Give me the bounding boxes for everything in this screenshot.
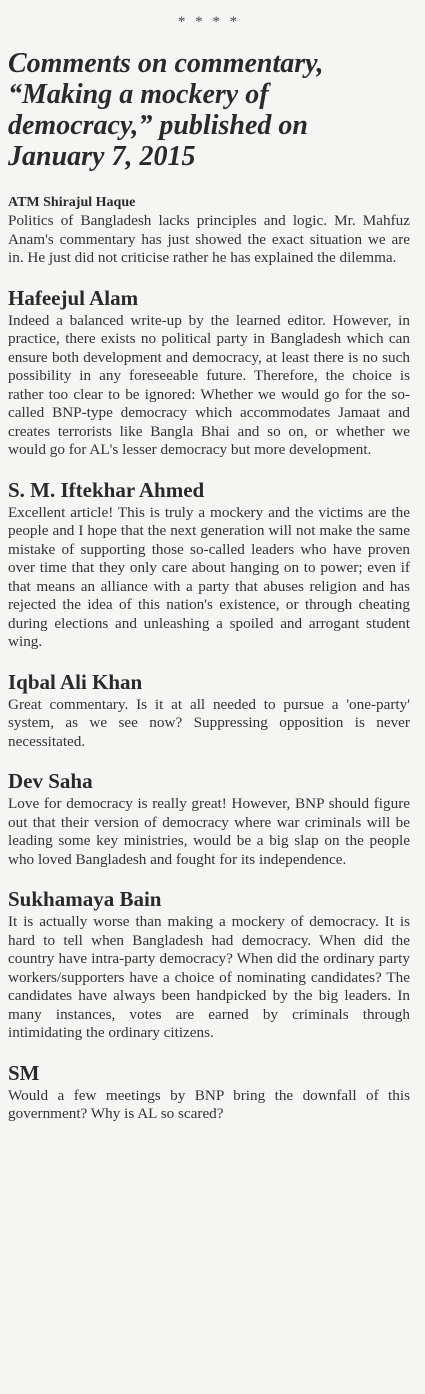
comment-item [8, 1061, 410, 1124]
comment-item [8, 670, 410, 752]
comment-text: Indeed a balanced write-up by the learned editor. However, in practice, there exists no political party in Bangladesh which can ensure both development and democracy, at least there is no such possibility in any foreseeable future. Therefore, the choice is rather too clear to be ignored: Whether we would go for the so-called BNP-type democracy which accommodates Jamaat and creates terrorists like Bangla Bhai and so on, or whether we would go for AL's lesser democracy but more development. [8, 311, 410, 458]
comment-author: Sukhamaya Bain [8, 887, 162, 911]
comment-text: It is actually worse than making a mockery of democracy. It is hard to tell when Bangladesh had democracy. When did the country have intra-party democracy? When did the ordinary party workers/supporters have a choice of nominating candidates? The candidates have always been handpicked by the big leaders. In many instances, votes are earned by criminals through intimidating the ordinary citizens. [8, 913, 410, 1041]
comment-text: Excellent article! This is truly a mockery and the victims are the people and I hope that the next generation will not make the same mistake of supporting those so-called leaders who have proven over time that they only care about hanging on to power; even if that means an alliance with a party that abuses religion and has rejected the idea of this nation's existence, or through cheating during elections and unleashing a spoiled and arrogant student wing. [8, 503, 410, 650]
comment-author: Dev Saha [8, 769, 93, 793]
comment-author: ATM Shirajul Haque [8, 195, 136, 210]
letters-page [0, 14, 425, 1124]
comment-text: Love for democracy is really great! However, BNP should figure out that their version of democracy where war criminals will be leading some key ministries, would be a big slap on the people who loved Bangladesh and fought for its independence. [8, 795, 410, 868]
comment-item [8, 194, 410, 268]
comment-item [8, 887, 410, 1043]
comment-author: Iqbal Ali Khan [8, 669, 143, 694]
comment-author: SM [8, 1060, 40, 1085]
comment-author: Hafeejul Alam [8, 285, 139, 310]
section-separator: * * * * [177, 14, 241, 30]
comment-text: Great commentary. Is it at all needed to pursue a 'one-party' system, as we see now? Suppressing opposition is never necessitated. [8, 695, 410, 750]
page-title: Comments on commentary, “Making a mockery of democracy,” published on January 7, 2015 [8, 48, 324, 172]
comment-text: Politics of Bangladesh lacks principles and logic. Mr. Mahfuz Anam's commentary has just showed the exact situation we are in. He just did not criticise rather he has explained the dilemma. [8, 212, 410, 266]
comment-author: S. M. Iftekhar Ahmed [8, 477, 205, 502]
comment-item [8, 478, 410, 652]
comment-item [8, 286, 410, 460]
comment-text: Would a few meetings by BNP bring the downfall of this government? Why is AL so scared? [8, 1086, 410, 1122]
comment-item [8, 769, 410, 869]
